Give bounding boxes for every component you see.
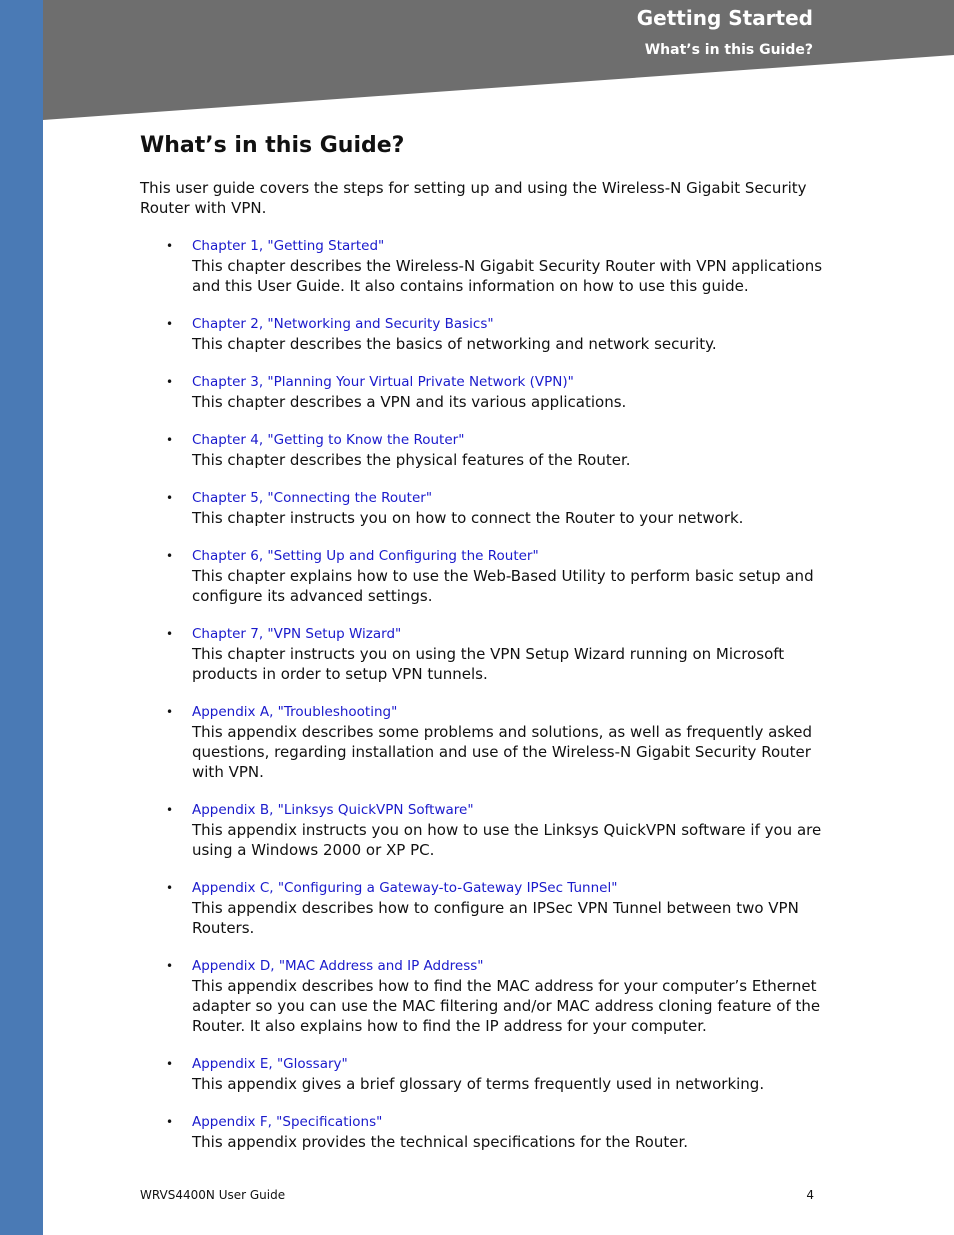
list-item: [140, 956, 830, 1036]
bullet-icon: •: [166, 627, 174, 641]
appendix-e-link[interactable]: Appendix E, "Glossary": [192, 1056, 348, 1072]
side-color-bar: [0, 0, 43, 1235]
list-item: [140, 488, 830, 528]
item-description: This chapter describes the Wireless-N Gigabit Security Router with VPN applications and this User Guide. It also contains information on how to use this guide.: [192, 257, 823, 295]
list-item: [140, 624, 830, 684]
bullet-icon: •: [166, 317, 174, 331]
item-description: This appendix provides the technical specifications for the Router.: [192, 1133, 688, 1151]
page-title: What’s in this Guide?: [140, 133, 405, 158]
list-item: [140, 236, 830, 296]
chapter-3-link[interactable]: Chapter 3, "Planning Your Virtual Private Network (VPN)": [192, 374, 574, 390]
list-item: [140, 702, 830, 782]
item-description: This chapter instructs you on how to connect the Router to your network.: [192, 509, 744, 527]
bullet-icon: •: [166, 549, 174, 563]
item-description: This appendix describes how to find the MAC address for your computer’s Ethernet adapter so you can use the MAC filtering and/or MAC address cloning feature of the Router. It also explains how to find the IP address for your computer.: [192, 977, 821, 1035]
chapter-6-link[interactable]: Chapter 6, "Setting Up and Configuring the Router": [192, 548, 539, 564]
list-item: [140, 1112, 830, 1152]
footer-guide-name: WRVS4400N User Guide: [140, 1188, 286, 1202]
bullet-icon: •: [166, 239, 174, 253]
item-description: This appendix gives a brief glossary of terms frequently used in networking.: [192, 1075, 765, 1093]
bullet-icon: •: [166, 1115, 174, 1129]
list-item: [140, 430, 830, 470]
footer-page-number: 4: [806, 1188, 814, 1202]
item-description: This chapter describes the basics of networking and network security.: [192, 335, 717, 353]
bullet-icon: •: [166, 705, 174, 719]
chapter-7-link[interactable]: Chapter 7, "VPN Setup Wizard": [192, 626, 402, 642]
list-item: [140, 800, 830, 860]
item-description: This chapter explains how to use the Web-Based Utility to perform basic setup and configure its advanced settings.: [192, 567, 814, 605]
appendix-f-link[interactable]: Appendix F, "Specifications": [192, 1114, 383, 1130]
bullet-icon: •: [166, 433, 174, 447]
bullet-icon: •: [166, 375, 174, 389]
intro-paragraph: This user guide covers the steps for setting up and using the Wireless-N Gigabit Security Router with VPN.: [140, 179, 807, 217]
chapter-2-link[interactable]: Chapter 2, "Networking and Security Basics": [192, 316, 494, 332]
item-description: This appendix instructs you on how to use the Linksys QuickVPN software if you are using a Windows 2000 or XP PC.: [192, 821, 822, 859]
appendix-d-link[interactable]: Appendix D, "MAC Address and IP Address": [192, 958, 484, 974]
bullet-icon: •: [166, 1057, 174, 1071]
guide-contents-list: [140, 236, 830, 1170]
appendix-a-link[interactable]: Appendix A, "Troubleshooting": [192, 704, 398, 720]
section-subtitle: What’s in this Guide?: [644, 42, 813, 58]
chapter-1-link[interactable]: Chapter 1, "Getting Started": [192, 238, 385, 254]
list-item: [140, 372, 830, 412]
bullet-icon: •: [166, 491, 174, 505]
item-description: This appendix describes how to configure an IPSec VPN Tunnel between two VPN Routers.: [192, 899, 799, 937]
list-item: [140, 546, 830, 606]
chapter-5-link[interactable]: Chapter 5, "Connecting the Router": [192, 490, 433, 506]
list-item: [140, 1054, 830, 1094]
item-description: This chapter describes a VPN and its various applications.: [192, 393, 627, 411]
chapter-title: Getting Started: [636, 6, 813, 30]
item-description: This chapter instructs you on using the VPN Setup Wizard running on Microsoft products in order to setup VPN tunnels.: [192, 645, 785, 683]
appendix-b-link[interactable]: Appendix B, "Linksys QuickVPN Software": [192, 802, 474, 818]
bullet-icon: •: [166, 959, 174, 973]
item-description: This appendix describes some problems and solutions, as well as frequently asked questions, regarding installation and use of the Wireless-N Gigabit Security Router with VPN.: [192, 723, 813, 781]
list-item: [140, 314, 830, 354]
bullet-icon: •: [166, 803, 174, 817]
item-description: This chapter describes the physical features of the Router.: [192, 451, 631, 469]
list-item: [140, 878, 830, 938]
chapter-4-link[interactable]: Chapter 4, "Getting to Know the Router": [192, 432, 465, 448]
bullet-icon: •: [166, 881, 174, 895]
header-band: [43, 0, 954, 125]
appendix-c-link[interactable]: Appendix C, "Configuring a Gateway-to-Gateway IPSec Tunnel": [192, 880, 618, 896]
